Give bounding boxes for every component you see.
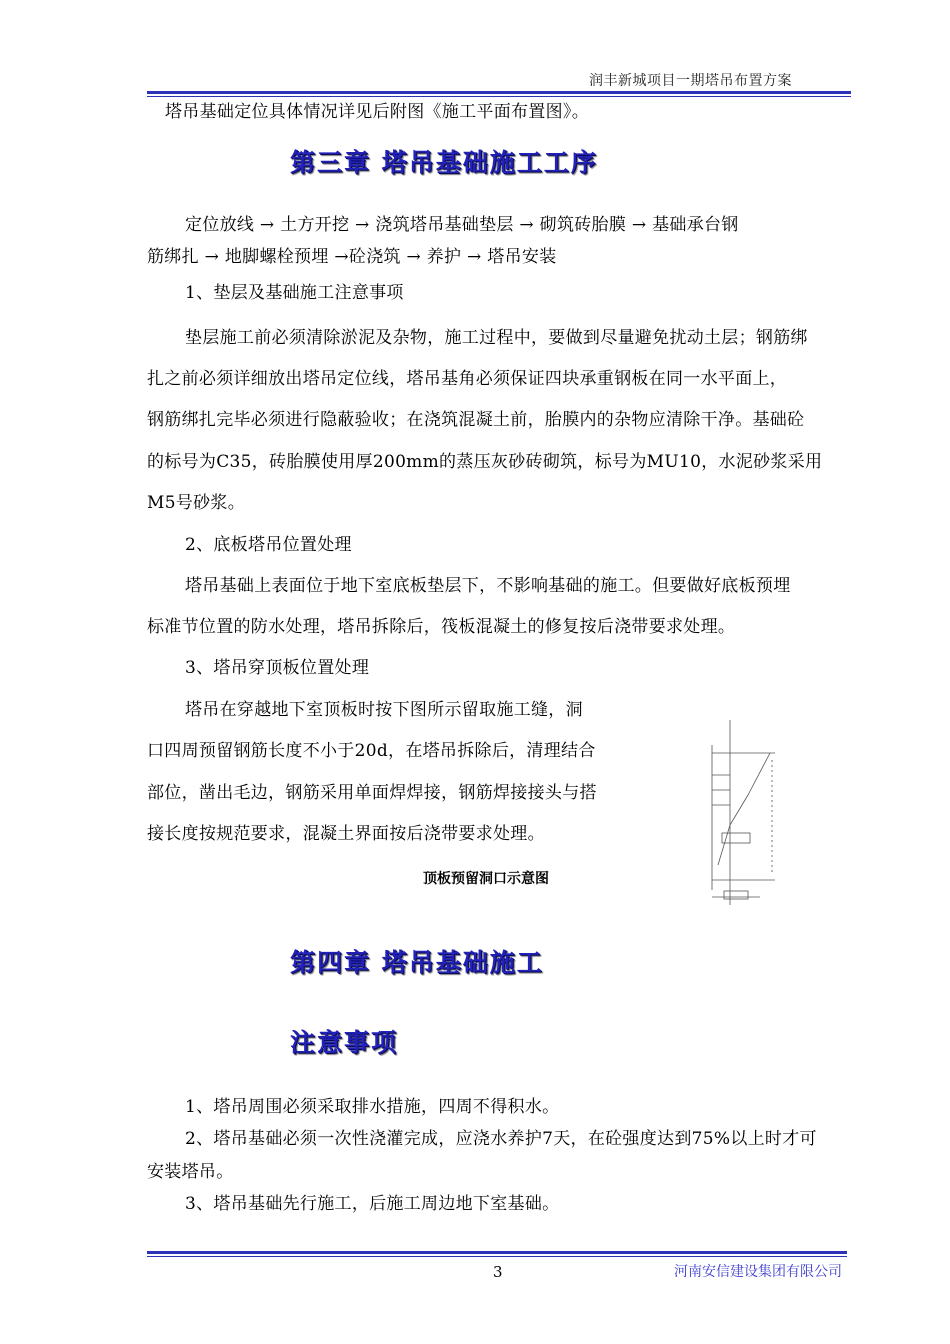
page-number: 3 (493, 1263, 503, 1281)
diagram-caption: 顶板预留洞口示意图 (423, 871, 549, 887)
company-name: 河南安信建设集团有限公司 (674, 1264, 842, 1280)
header-rule (147, 91, 851, 94)
notice-item: 1、塔吊周围必须采取排水措施，四周不得积水。 (185, 1097, 560, 1117)
flow-line-2: 筋绑扎 → 地脚螺栓预埋 →砼浇筑 → 养护 → 塔吊安装 (147, 247, 557, 267)
section1-line: 扎之前必须详细放出塔吊定位线，塔吊基角必须保证四块承重钢板在同一水平面上， (147, 369, 788, 389)
footer-rule (147, 1251, 847, 1254)
section1-line: 钢筋绑扎完毕必须进行隐蔽验收；在浇筑混凝土前，胎膜内的杂物应清除干净。基础砼 (147, 410, 805, 430)
section1-line: M5号砂浆。 (147, 493, 246, 513)
chapter4-heading-line2: 注意事项 (290, 1028, 399, 1057)
chapter3-heading: 第三章 塔吊基础施工工序 (290, 148, 598, 177)
chapter4-heading-line1: 第四章 塔吊基础施工 (290, 948, 544, 977)
section2-line: 塔吊基础上表面位于地下室底板垫层下，不影响基础的施工。但要做好底板预埋 (185, 576, 791, 596)
section1-line: 垫层施工前必须清除淤泥及杂物，施工过程中，要做到尽量避免扰动土层；钢筋绑 (185, 328, 808, 348)
section3-line: 口四周预留钢筋长度不小于20d，在塔吊拆除后，清理结合 (147, 741, 596, 761)
section3-line: 部位，凿出毛边，钢筋采用单面焊焊接，钢筋焊接接头与搭 (147, 783, 597, 803)
intro-paragraph: 塔吊基础定位具体情况详见后附图《施工平面布置图》。 (165, 102, 589, 122)
section1-line: 的标号为C35，砖胎膜使用厚200mm的蒸压灰砂砖砌筑，标号为MU10，水泥砂浆采用 (147, 452, 823, 472)
section1-title: 1、垫层及基础施工注意事项 (185, 283, 404, 303)
section2-line: 标准节位置的防水处理，塔吊拆除后，筏板混凝土的修复按后浇带要求处理。 (147, 617, 736, 637)
header-rule-thin (147, 96, 851, 97)
header-title: 润丰新城项目一期塔吊布置方案 (589, 73, 792, 89)
section3-line: 接长度按规范要求，混凝土界面按后浇带要求处理。 (147, 824, 545, 844)
roof-opening-diagram (700, 715, 790, 910)
notice-item: 安装塔吊。 (147, 1162, 234, 1182)
notice-item: 3、塔吊基础先行施工，后施工周边地下室基础。 (185, 1194, 560, 1214)
notice-item: 2、塔吊基础必须一次性浇灌完成，应浇水养护7天，在砼强度达到75%以上时才可 (185, 1129, 817, 1149)
section3-title: 3、塔吊穿顶板位置处理 (185, 658, 370, 678)
footer-rule-thin (147, 1256, 847, 1257)
flow-line-1: 定位放线 → 土方开挖 → 浇筑塔吊基础垫层 → 砌筑砖胎膜 → 基础承台钢 (185, 215, 739, 235)
section3-line: 塔吊在穿越地下室顶板时按下图所示留取施工缝，洞 (185, 700, 583, 720)
section2-title: 2、底板塔吊位置处理 (185, 535, 352, 555)
